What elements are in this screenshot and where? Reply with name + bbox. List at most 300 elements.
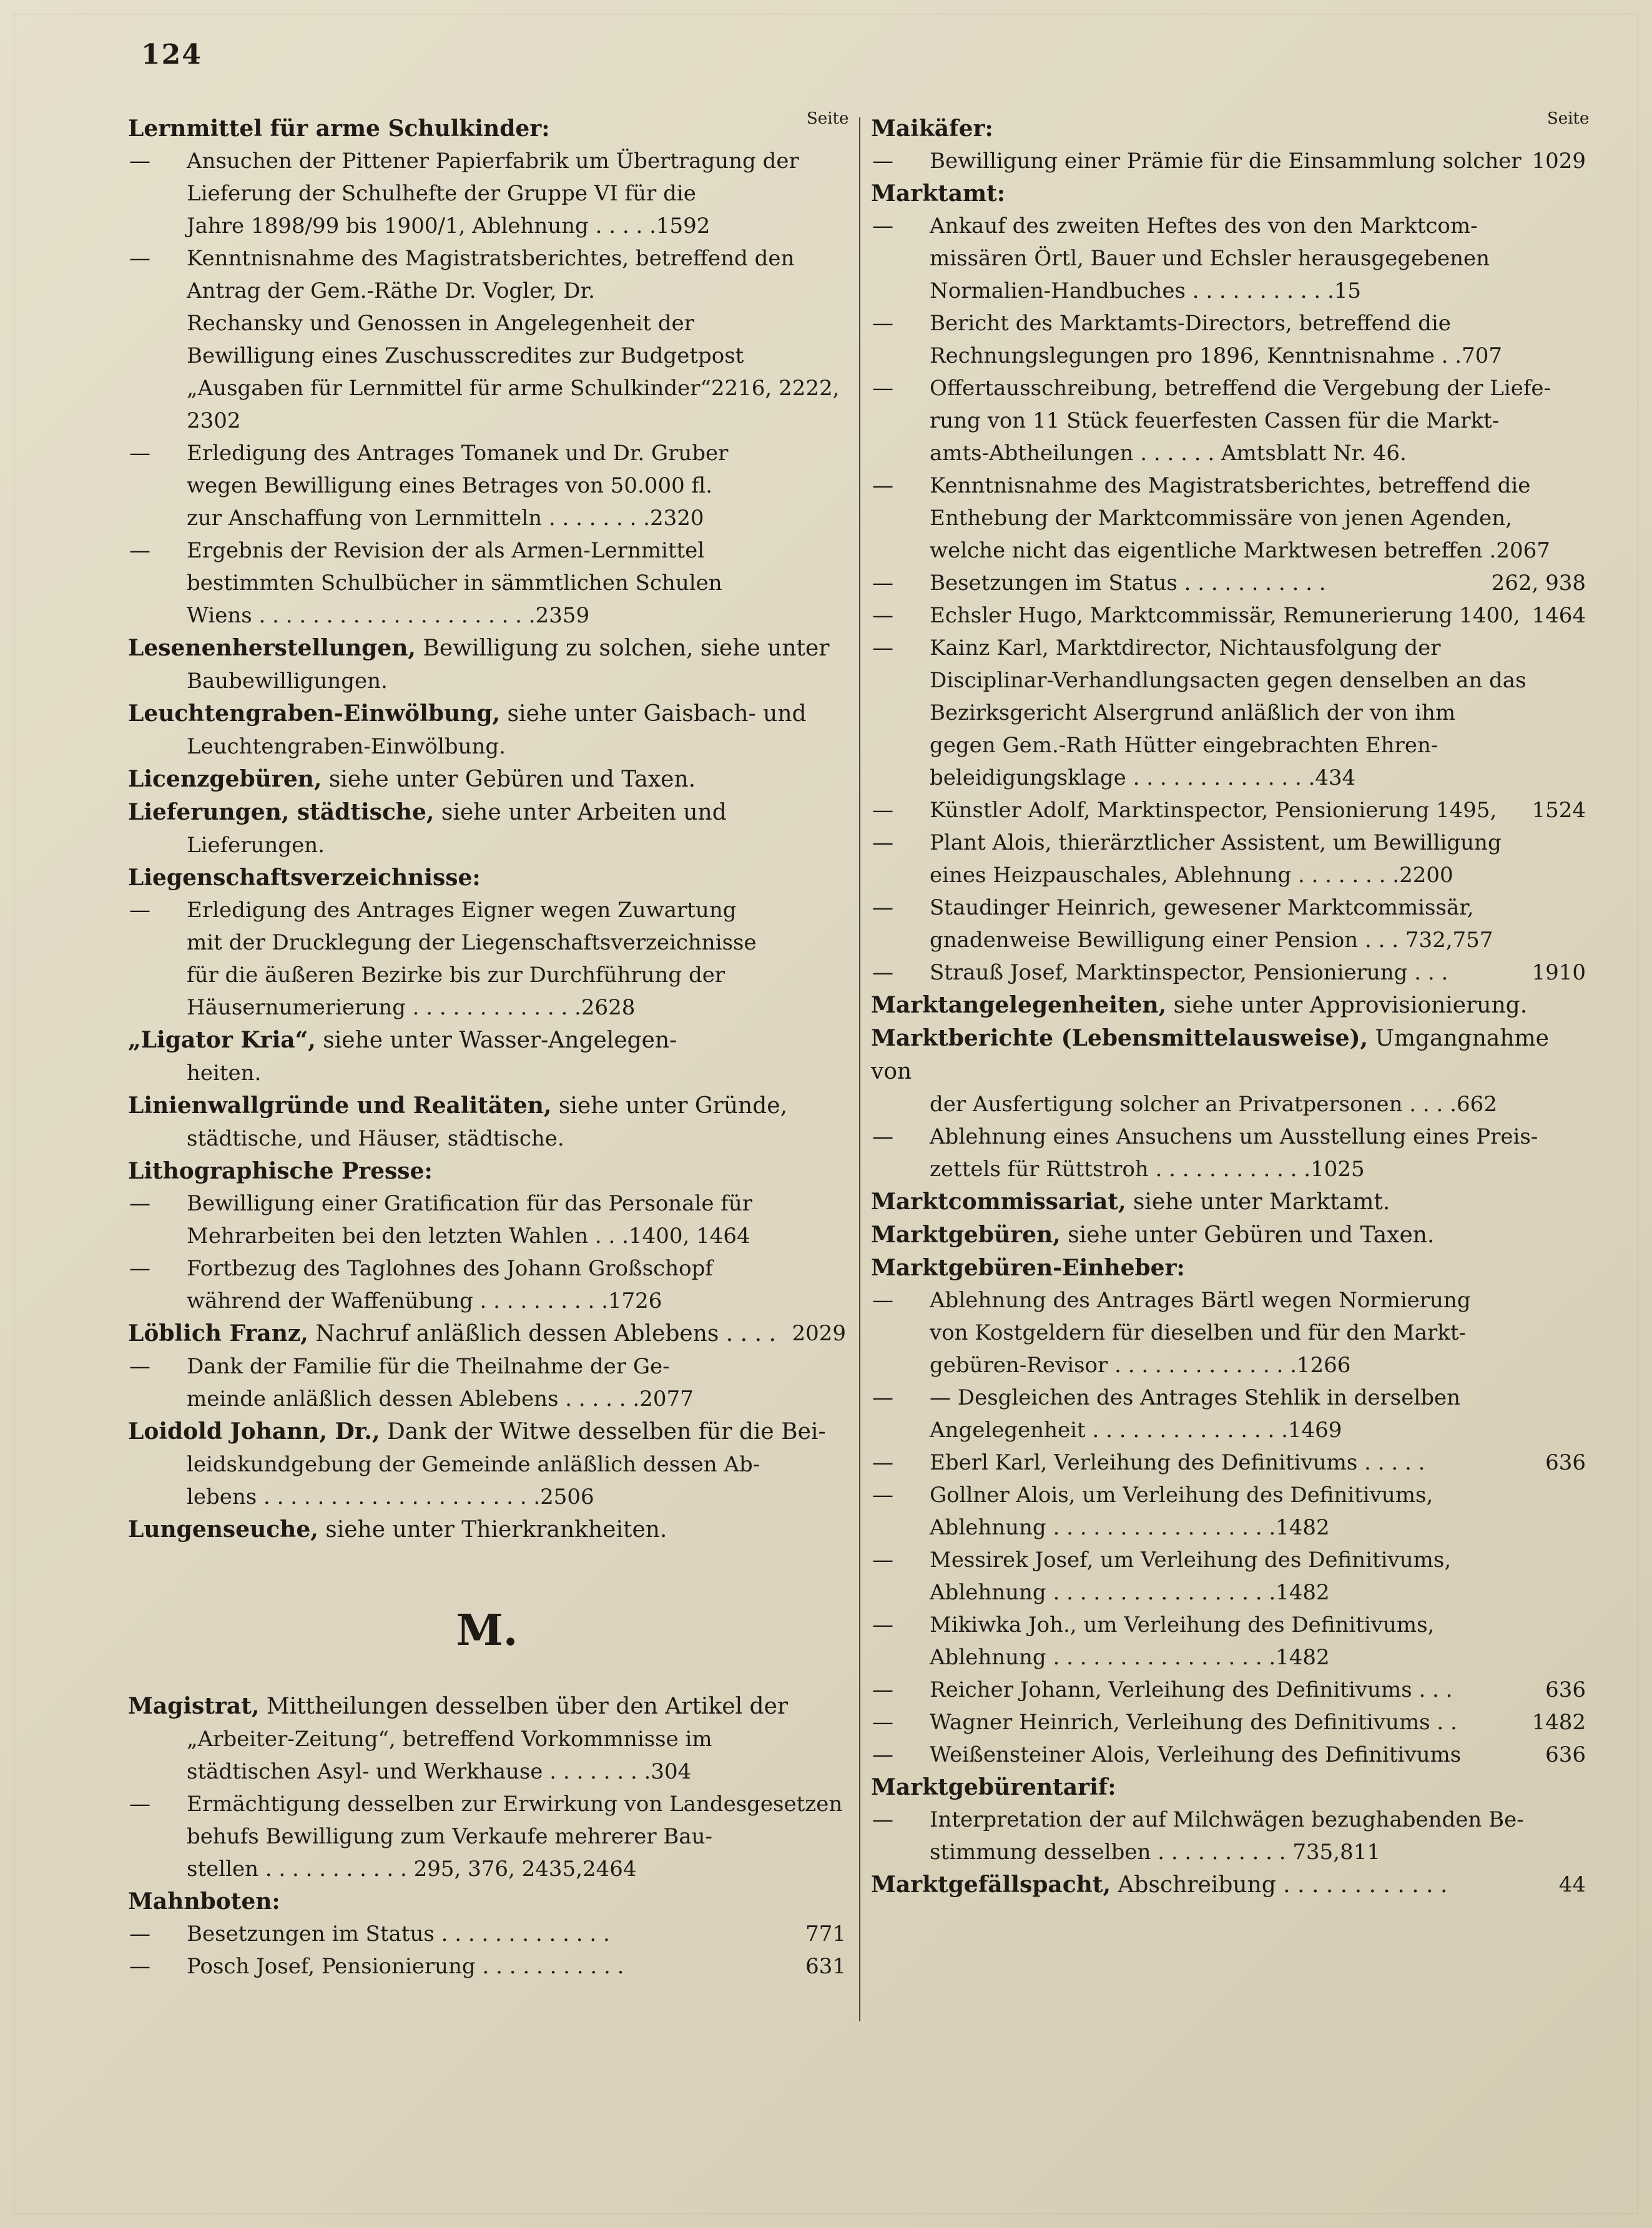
heading-continuation [128,730,846,763]
entry-dash: — [129,1792,150,1817]
heading-term: Löblich Franz, [128,1320,308,1347]
entry-continuation [871,924,1586,956]
entry-dash: — [872,1612,893,1637]
index-entry [128,1187,846,1220]
index-entry [871,1609,1586,1641]
index-entry [128,1788,846,1820]
index-entry [128,242,846,275]
heading-continuation [128,1481,846,1513]
entry-text: Mikiwka Joh., um Verleihung des Definitivums, [930,1612,1435,1637]
page-reference: 2320 [650,506,704,531]
index-entry [871,372,1586,405]
page-reference: 2464 [582,1857,637,1882]
index-entry [871,599,1586,632]
entry-dash: — [872,376,893,401]
index-heading [128,763,846,796]
heading-continuation [128,829,846,861]
heading-text: siehe unter Thierkrankheiten. [318,1517,667,1543]
section-letter: M. [456,1606,518,1656]
heading-term: Leuchtengraben-Einwölbung, [128,700,501,727]
page-reference: 44 [1558,1872,1586,1897]
entry-text: Ablehnung eines Ansuchens um Ausstellung eines Preis- [930,1124,1538,1149]
entry-dash: — [129,1354,150,1379]
entry-text: Gollner Alois, um Verleihung des Definitivums, [930,1483,1433,1508]
index-heading [128,1317,846,1350]
index-entry [871,307,1586,340]
index-heading [871,112,1586,145]
index-entry [871,1381,1586,1414]
entry-text: welche nicht das eigentliche Marktwesen betreffen . [930,538,1497,563]
page-reference: 1469 [1287,1418,1342,1443]
index-heading [128,1089,846,1122]
heading-text: Dank der Witwe desselben für die Bei- [380,1419,826,1445]
entry-continuation [871,405,1586,437]
entry-text: Besetzungen im Status . . . . . . . . . . . . . [187,1921,610,1946]
page-reference: 811 [1340,1840,1380,1865]
entry-dash: — [129,1256,150,1281]
entry-text: wegen Bewilligung eines Betrages von 50.000 fl. [187,473,712,498]
entry-dash: — [129,538,150,563]
entry-continuation [128,1285,846,1317]
entry-text: Bewilligung einer Gratification für das Personale für [187,1191,753,1216]
entry-continuation [128,599,846,632]
index-entry [128,1252,846,1285]
page-reference: 1025 [1310,1157,1365,1182]
entry-dash: — [872,798,893,823]
entry-text: Staudinger Heinrich, gewesener Marktcommissär, [930,895,1474,920]
page-reference: 636 [1545,1742,1586,1767]
entry-dash: — [872,1385,893,1410]
entry-dash: — [872,213,893,238]
entry-dash: — [872,473,893,498]
entry-text: behufs Bewilligung zum Verkaufe mehrerer Bau- [187,1824,713,1849]
index-heading [871,989,1586,1022]
index-entry [871,210,1586,242]
entry-text: Antrag der Gem.-Räthe Dr. Vogler, Dr. [187,278,595,303]
page-reference: 1910 [1532,960,1586,985]
page-reference: 1726 [607,1288,662,1313]
heading-continuation [128,665,846,697]
index-heading [871,1185,1586,1219]
index-entry [871,145,1586,177]
entry-text: während der Waffenübung . . . . . . . . . . [187,1288,608,1313]
index-heading [871,1868,1586,1902]
heading-term: „Ligator Kria“, [128,1027,316,1053]
entry-continuation [871,275,1586,307]
entry-text: Erledigung des Antrages Tomanek und Dr. Gruber [187,441,729,466]
heading-text: siehe unter Gaisbach- und [500,701,807,727]
page-reference: 771 [805,1921,846,1946]
entry-continuation [128,210,846,242]
page-reference: 15 [1334,278,1362,303]
entry-continuation [871,697,1586,729]
heading-term: Marktberichte (Lebensmittelausweise), [871,1025,1369,1051]
page-reference: 636 [1545,1450,1586,1475]
entry-text: Kenntnisnahme des Magistratsberichtes, betreffend die [930,473,1531,498]
index-heading [128,1513,846,1546]
page-reference: 1482 [1532,1710,1586,1735]
entry-text: Mehrarbeiten bei den letzten Wahlen . . . [187,1224,629,1249]
entry-text: Jahre 1898/99 bis 1900/1, Ablehnung . . . . . [187,213,656,238]
entry-dash: — [872,603,893,628]
index-entry [871,1739,1586,1771]
index-entry [871,567,1586,599]
entry-continuation [871,664,1586,697]
heading-continuation [128,1448,846,1481]
entry-text: eines Heizpauschales, Ablehnung . . . . . . . . [930,863,1400,888]
heading-term: Marktgebüren, [871,1222,1061,1248]
heading-term: Magistrat, [128,1693,260,1719]
continuation-text: Baubewilligungen. [187,669,388,694]
page-reference: 2628 [581,995,636,1020]
entry-continuation [128,177,846,210]
entry-text: Häusernumerierung . . . . . . . . . . . . . [187,995,581,1020]
entry-continuation [871,340,1586,372]
entry-dash: — [129,246,150,271]
entry-text: — Desgleichen des Antrages Stehlik in derselben [930,1385,1461,1410]
entry-continuation [871,242,1586,275]
entry-text: Weißensteiner Alois, Verleihung des Definitivums [930,1742,1462,1767]
page-reference: 1592 [656,213,710,238]
continuation-text: leidskundgebung der Gemeinde anläßlich dessen Ab- [187,1452,760,1477]
entry-continuation [871,1349,1586,1381]
entry-text: zettels für Rüttstroh . . . . . . . . . . . . [930,1157,1311,1182]
entry-text: stimmung desselben . . . . . . . . . . 735, [930,1840,1340,1865]
index-entry [128,145,846,177]
entry-text: Fortbezug des Taglohnes des Johann Großschopf [187,1256,713,1281]
entry-text: mit der Drucklegung der Liegenschaftsverzeichnisse [187,930,757,955]
column-divider [859,117,860,2021]
entry-dash: — [129,441,150,466]
index-entry [128,1950,846,1983]
entry-text: stellen . . . . . . . . . . . 295, 376, 2435, [187,1857,583,1882]
index-entry [871,469,1586,502]
entry-text: Ablehnung des Antrages Bärtl wegen Normierung [930,1288,1471,1313]
index-heading [871,1252,1586,1284]
entry-continuation [871,1511,1586,1544]
entry-dash: — [872,311,893,336]
index-heading [128,1885,846,1918]
entry-text: von Kostgeldern für dieselben und für den Markt- [930,1320,1466,1345]
column-label-right: Seite [1547,109,1590,128]
entry-continuation [128,926,846,959]
page-reference: 1464 [1532,603,1586,628]
continuation-text: städtische, und Häuser, städtische. [187,1126,564,1151]
entry-dash: — [129,149,150,174]
entry-text: beleidigungsklage . . . . . . . . . . . . . . [930,765,1315,790]
entry-dash: — [872,830,893,855]
page-reference: 2077 [639,1386,694,1411]
left-column [128,112,846,1983]
entry-text: Posch Josef, Pensionierung . . . . . . . . . . . [187,1954,624,1979]
entry-text: Kenntnisnahme des Magistratsberichtes, betreffend den [187,246,795,271]
heading-text: Nachruf anläßlich dessen Ablebens . . . . [308,1321,776,1347]
heading-text: Mittheilungen desselben über den Artikel der [259,1694,789,1719]
entry-text: Rechnungslegungen pro 1896, Kenntnisnahme . . [930,343,1462,368]
entry-text: Enthebung der Marktcommissäre von jenen Agenden, [930,506,1512,531]
heading-term: Lernmittel für arme Schulkinder: [128,115,550,142]
index-entry [871,1804,1586,1836]
index-heading [128,697,846,730]
entry-continuation [128,1220,846,1252]
index-heading [128,796,846,829]
entry-text: zur Anschaffung von Lernmitteln . . . . . . . . [187,506,650,531]
entry-text: Angelegenheit . . . . . . . . . . . . . . . [930,1418,1288,1443]
page-reference: 262, 938 [1491,571,1586,596]
entry-continuation [128,567,846,599]
heading-text: siehe unter Marktamt. [1126,1189,1390,1215]
index-entry [871,1284,1586,1317]
entry-continuation [871,762,1586,794]
heading-text: siehe unter Gebüren und Taxen. [1060,1222,1435,1248]
heading-term: Linienwallgründe und Realitäten, [128,1092,552,1119]
index-heading [871,1219,1586,1252]
heading-text: siehe unter Wasser-Angelegen- [315,1028,677,1053]
page-reference: 2029 [792,1321,846,1346]
entry-continuation [871,1317,1586,1349]
right-column [871,112,1586,1902]
page-reference: 1524 [1532,798,1586,823]
index-entry [128,534,846,567]
heading-term: Loidold Johann, Dr., [128,1418,380,1445]
continuation-text: städtischen Asyl- und Werkhause . . . . . . . . [187,1759,651,1784]
entry-text: Bewilligung eines Zuschusscredites zur Budgetpost [187,343,744,368]
entry-text: gebüren-Revisor . . . . . . . . . . . . . . [930,1353,1297,1378]
entry-dash: — [872,1288,893,1313]
index-heading [871,1771,1586,1804]
entry-continuation [871,1836,1586,1868]
entry-text: Disciplinar-Verhandlungsacten gegen denselben an das [930,668,1527,693]
entry-text: Ergebnis der Revision der als Armen-Lernmittel [187,538,705,563]
heading-text: siehe unter Arbeiten und [434,800,727,825]
entry-dash: — [872,636,893,660]
entry-text: Kainz Karl, Marktdirector, Nichtausfolgung der [930,636,1441,660]
entry-dash: — [872,1742,893,1767]
index-heading [871,1022,1586,1088]
entry-continuation [128,307,846,340]
entry-text: Eberl Karl, Verleihung des Definitivums . . . . . [930,1450,1425,1475]
entry-dash: — [129,1921,150,1946]
entry-text: Künstler Adolf, Marktinspector, Pensionierung 1495, [930,798,1497,823]
index-entry [128,894,846,926]
page-reference: 1482 [1276,1580,1330,1605]
heading-term: Marktgebürentarif: [871,1774,1116,1800]
entry-text: gegen Gem.-Rath Hütter eingebrachten Ehren- [930,733,1438,758]
page-reference: 2200 [1399,863,1453,888]
page-reference: 631 [805,1954,846,1979]
page-reference: 2506 [540,1485,594,1509]
index-heading [128,632,846,665]
continuation-text: Lieferungen. [187,833,325,858]
index-entry [871,1446,1586,1479]
heading-continuation [128,1057,846,1089]
entry-text: „Ausgaben für Lernmittel für arme Schulkinder“ [187,376,711,401]
index-heading [128,1024,846,1057]
index-entry [871,956,1586,989]
entry-continuation [128,372,846,437]
continuation-text: „Arbeiter-Zeitung“, betreffend Vorkommnisse im [187,1727,712,1752]
heading-continuation [128,1755,846,1788]
entry-text: Ablehnung . . . . . . . . . . . . . . . . . [930,1515,1276,1540]
heading-term: Licenzgebüren, [128,766,322,792]
entry-text: Bewilligung einer Prämie für die Einsammlung solcher [930,149,1522,174]
index-entry [128,1350,846,1383]
heading-text: Abschreibung . . . . . . . . . . . . [1110,1872,1448,1898]
heading-term: Lesenenherstellungen, [128,635,416,661]
entry-text: Ankauf des zweiten Heftes des von den Marktcom- [930,213,1478,238]
entry-continuation [128,1820,846,1853]
entry-dash: — [129,1954,150,1979]
heading-term: Lieferungen, städtische, [128,799,435,825]
entry-dash: — [129,898,150,923]
index-entry [128,1918,846,1950]
entry-text: Strauß Josef, Marktinspector, Pensionierung . . . [930,960,1448,985]
heading-term: Liegenschaftsverzeichnisse: [128,865,481,891]
entry-continuation [128,959,846,991]
page-reference: 1482 [1276,1645,1330,1670]
index-entry [871,1674,1586,1706]
heading-term: Marktcommissariat, [871,1189,1126,1215]
entry-continuation [128,502,846,534]
heading-text: siehe unter Gebüren und Taxen. [322,767,696,792]
index-heading [128,1155,846,1187]
entry-text: für die äußeren Bezirke bis zur Durchführung der [187,963,725,988]
heading-term: Mahnboten: [128,1888,280,1915]
index-heading [128,861,846,894]
page-reference: 662 [1456,1092,1497,1117]
entry-dash: — [872,1483,893,1508]
entry-text: Interpretation der auf Milchwägen bezughabenden Be- [930,1807,1524,1832]
index-entry [871,1121,1586,1153]
heading-term: Maikäfer: [871,115,993,142]
continuation-text: der Ausfertigung solcher an Privatpersonen . . . . [930,1092,1457,1117]
entry-dash: — [872,1450,893,1475]
heading-continuation [128,1122,846,1155]
index-heading [128,112,846,145]
index-entry [871,1544,1586,1576]
index-heading [871,177,1586,210]
heading-term: Marktgebüren-Einheber: [871,1255,1185,1281]
heading-term: Marktamt: [871,180,1006,207]
entry-continuation [128,1853,846,1885]
entry-continuation [871,729,1586,762]
page-reference: 2067 [1496,538,1550,563]
heading-text: Bewilligung zu solchen, siehe unter [415,636,830,661]
index-entry [871,794,1586,827]
entry-dash: — [872,1807,893,1832]
page-reference: 304 [651,1759,692,1784]
page-reference: 1400, 1464 [628,1224,750,1249]
entry-continuation [871,1414,1586,1446]
page-reference: 434 [1315,765,1356,790]
entry-dash: — [872,149,893,174]
entry-dash: — [872,1548,893,1573]
index-entry [128,437,846,469]
entry-text: Ablehnung . . . . . . . . . . . . . . . . . [930,1580,1276,1605]
heading-continuation [128,1723,846,1755]
heading-text: siehe unter Approvisionierung. [1166,993,1528,1018]
entry-text: Ablehnung . . . . . . . . . . . . . . . . . [930,1645,1276,1670]
index-entry [871,891,1586,924]
page-reference: 707 [1462,343,1502,368]
entry-text: Wiens . . . . . . . . . . . . . . . . . . . . . [187,603,536,628]
entry-text: amts-Abtheilungen . . . . . . Amtsblatt Nr. 46. [930,441,1407,466]
entry-dash: — [872,895,893,920]
heading-text: siehe unter Gründe, [551,1093,788,1119]
entry-continuation [871,502,1586,534]
entry-dash: — [872,1677,893,1702]
entry-text: Bericht des Marktamts-Directors, betreffend die [930,311,1451,336]
entry-text: gnadenweise Bewilligung einer Pension . . . 732, [930,928,1453,953]
entry-text: Reicher Johann, Verleihung des Definitivums . . . [930,1677,1453,1702]
entry-continuation [871,534,1586,567]
entry-dash: — [129,1191,150,1216]
page-reference: 757 [1452,928,1493,953]
page-reference: 1029 [1532,149,1586,174]
heading-term: Lungenseuche, [128,1516,318,1543]
entry-text: Erledigung des Antrages Eigner wegen Zuwartung [187,898,737,923]
entry-text: rung von 11 Stück feuerfesten Cassen für die Markt- [930,408,1500,433]
index-entry [871,1706,1586,1739]
entry-text: Echsler Hugo, Marktcommissär, Remunerierung 1400, [930,603,1520,628]
heading-term: Marktgefällspacht, [871,1872,1111,1898]
entry-continuation [128,275,846,307]
heading-continuation [871,1088,1586,1121]
page-reference: 1482 [1276,1515,1330,1540]
column-label-left: Seite [807,109,849,128]
page-reference: 2216, 2222, 2302 [187,376,840,433]
entry-text: Normalien-Handbuches . . . . . . . . . . . [930,278,1334,303]
page-number: 124 [141,39,202,71]
entry-dash: — [872,1710,893,1735]
continuation-text: lebens . . . . . . . . . . . . . . . . . . . . . [187,1485,541,1509]
entry-text: missären Örtl, Bauer und Echsler herausgegebenen [930,246,1490,271]
page-reference: 1266 [1296,1353,1351,1378]
entry-text: Offertausschreibung, betreffend die Vergebung der Liefe- [930,376,1551,401]
entry-text: Dank der Familie für die Theilnahme der Ge- [187,1354,670,1379]
entry-continuation [128,469,846,502]
entry-dash: — [872,571,893,596]
entry-text: meinde anläßlich dessen Ablebens . . . . . . [187,1386,640,1411]
continuation-text: heiten. [187,1061,262,1086]
entry-text: Ansuchen der Pittener Papierfabrik um Übertragung der [187,149,799,174]
entry-text: Besetzungen im Status . . . . . . . . . . . [930,571,1326,596]
entry-text: Wagner Heinrich, Verleihung des Definitivums . . [930,1710,1457,1735]
entry-text: Rechansky und Genossen in Angelegenheit der [187,311,694,336]
index-heading [128,1415,846,1448]
entry-text: Lieferung der Schulhefte der Gruppe VI für die [187,181,696,206]
page-reference: 2359 [535,603,590,628]
index-entry [871,827,1586,859]
entry-text: Ermächtigung desselben zur Erwirkung von Landesgesetzen [187,1792,843,1817]
entry-continuation [871,1153,1586,1185]
entry-text: Plant Alois, thierärztlicher Assistent, um Bewilligung [930,830,1502,855]
entry-text: Bezirksgericht Alsergrund anläßlich der von ihm [930,700,1456,725]
entry-continuation [871,1576,1586,1609]
index-entry [871,632,1586,664]
entry-continuation [128,340,846,372]
entry-text: bestimmten Schulbücher in sämmtlichen Schulen [187,571,722,596]
entry-text: Messirek Josef, um Verleihung des Definitivums, [930,1548,1452,1573]
entry-continuation [871,437,1586,469]
entry-dash: — [872,1124,893,1149]
index-heading [128,1690,846,1723]
index-entry [871,1479,1586,1511]
page-reference: 636 [1545,1677,1586,1702]
entry-dash: — [872,960,893,985]
heading-text: Umgangnahme von [871,1026,1549,1084]
heading-term: Marktangelegenheiten, [871,992,1167,1018]
